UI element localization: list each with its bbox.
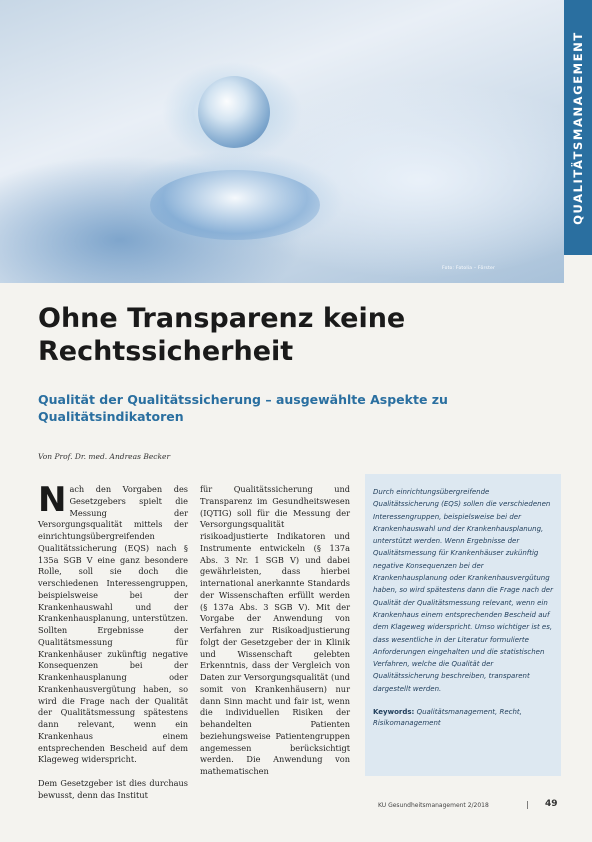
- water-drop: [198, 76, 270, 148]
- paragraph: [38, 480, 188, 766]
- paragraph-text: ach den Vorgaben des Gesetzgebers spielt die Messung der Versorgungsqualität mittels der einrichtungsübergreifenden Qualitätssicherung (EQS) nach § 135a SGB V eine ganz besondere Rolle, soll sie doch die verschiedenen Interessengruppen, beispielsweise bei der Krankenhauswahl und der Krankenhausplanung, unterstützen. Sollten Ergebnisse der Qualitätsmessung für Krankenhäuser zukünftig negative Konsequenzen bei der Krankenhausplanung oder Krankenhausvergütung haben, so wird die Frage nach der Qualität der Qualitätsmessung spätestens dann relevant, wenn ein Krankenhaus einem entsprechenden Bescheid auf dem Klageweg widerspricht.: [38, 484, 188, 765]
- section-tab: [564, 0, 592, 255]
- abstract-box: [365, 474, 561, 776]
- body-column-1: [38, 480, 188, 802]
- article-subtitle: Qualität der Qualitätssicherung – ausgewählte Aspekte zu Qualitätsindikatoren: [38, 392, 448, 424]
- paragraph: Dem Gesetzgeber ist dies durchaus bewusst, denn das Institut: [38, 778, 188, 800]
- keywords-list: Qualitätsmanagement, Recht, Risikomanagement: [373, 708, 522, 728]
- hero-photo: [0, 0, 564, 283]
- paragraph: für Qualitätssicherung und Transparenz im Gesundheitswesen (IQTIG) soll für die Messung der Versorgungsqualität risikoadjustierte Indikatoren und Instrumente entwickeln (§ 137a Abs. 3 Nr. 1 SGB V) und dabei gewährleisten, dass hierbei international anerkannte Standards der Wissenschaften erfüllt werden (§ 137a Abs. 3 SGB V). Mit der Vorgabe der Anwendung von Verfahren zur Risikoadjustierung folgt der Gesetzgeber der in Klinik und Wissenschaft gelebten Erkenntnis, dass der Vergleich von Daten zur Versorgungsqualität (und somit von Krankenhäusern) nur dann Sinn macht und fair ist, wenn die individuellen Risiken der behandelten Patienten beziehungsweise Patientengruppen angemessen berücksichtigt werden. Die Anwendung von mathematischen: [200, 484, 350, 776]
- section-tab-label: QUALITÄTSMANAGEMENT: [571, 30, 585, 225]
- article-author: Von Prof. Dr. med. Andreas Becker: [38, 452, 171, 461]
- footer-separator: |: [526, 800, 529, 809]
- journal-source: KU Gesundheitsmanagement 2/2018: [378, 802, 489, 809]
- page-number: 49: [545, 799, 558, 809]
- keywords: [373, 707, 553, 729]
- water-splash: [150, 170, 320, 240]
- keywords-label: Keywords:: [373, 708, 415, 717]
- body-column-2: [200, 484, 350, 778]
- photo-credit: Foto: Fotolia – Förster: [442, 266, 496, 271]
- article-title: Ohne Transparenz keine Rechtssicherheit: [38, 303, 406, 367]
- abstract-text: Durch einrichtungsübergreifende Qualitätssicherung (EQS) sollen die verschiedenen Interessengruppen, beispielsweise bei der Krankenhauswahl und der Krankenhausplanung, unterstützt werden. Wenn Ergebnisse der Qualitätsmessung für Krankenhäuser zukünftig negative Konsequenzen bei der Krankenhausplanung oder Krankenhausvergütung haben, so wird spätestens dann die Frage nach der Qualität der Qualitätsmessung relevant, wenn ein Krankenhaus einem entsprechenden Bescheid auf dem Klageweg widerspricht. Umso wichtiger ist es, dass wesentliche in der Literatur formulierte Anforderungen eingehalten und die statistischen Verfahren, welche die Qualität der Qualitätssicherung beschreiben, transparent dargestellt werden.: [373, 488, 553, 693]
- drop-cap: N: [38, 480, 67, 520]
